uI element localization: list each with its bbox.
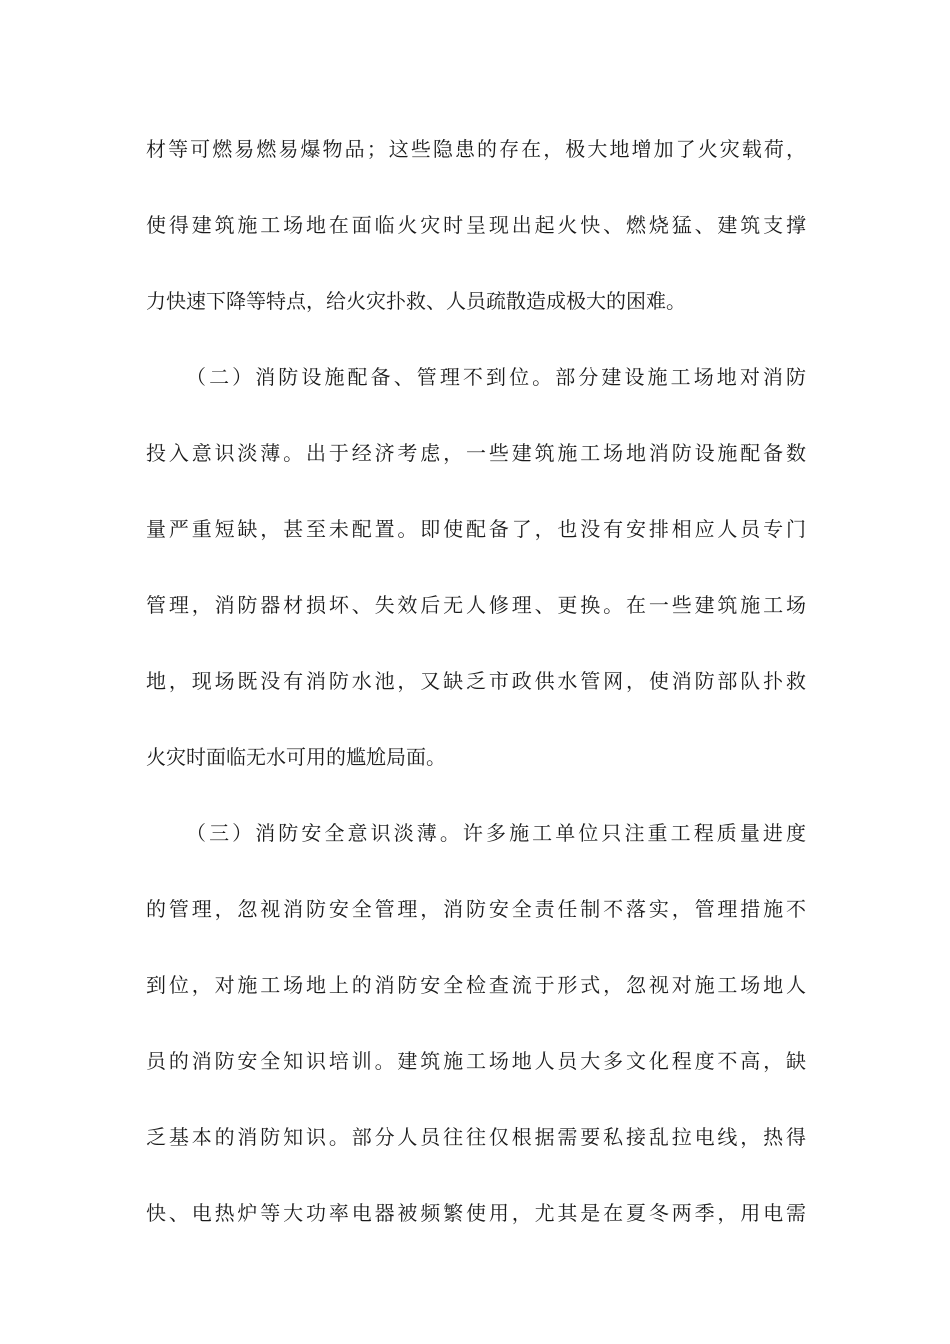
text-line: 的管理，忽视消防安全管理，消防安全责任制不落实，管理措施不 bbox=[146, 897, 806, 921]
text-line: 到位，对施工场地上的消防安全检查流于形式，忽视对施工场地人 bbox=[146, 973, 806, 997]
text-line: 使得建筑施工场地在面临火灾时呈现出起火快、燃烧猛、建筑支撑 bbox=[146, 213, 806, 237]
text-line: 材等可燃易燃易爆物品；这些隐患的存在，极大地增加了火灾载荷， bbox=[146, 137, 806, 161]
text-line: 快、电热炉等大功率电器被频繁使用，尤其是在夏冬两季，用电需 bbox=[146, 1201, 806, 1225]
text-line: 投入意识淡薄。出于经济考虑，一些建筑施工场地消防设施配备数 bbox=[146, 441, 806, 465]
text-line: 员的消防安全知识培训。建筑施工场地人员大多文化程度不高，缺 bbox=[146, 1049, 806, 1073]
section-heading-line: （二）消防设施配备、管理不到位。部分建设施工场地对消防 bbox=[186, 365, 806, 389]
text-line: 量严重短缺，甚至未配置。即使配备了，也没有安排相应人员专门 bbox=[146, 517, 806, 541]
text-line: 管理，消防器材损坏、失效后无人修理、更换。在一些建筑施工场 bbox=[146, 593, 806, 617]
text-line: 乏基本的消防知识。部分人员往往仅根据需要私接乱拉电线，热得 bbox=[146, 1125, 806, 1149]
text-line: 力快速下降等特点，给火灾扑救、人员疏散造成极大的困难。 bbox=[146, 289, 686, 313]
section-heading-line: （三）消防安全意识淡薄。许多施工单位只注重工程质量进度 bbox=[186, 821, 806, 845]
text-line: 火灾时面临无水可用的尴尬局面。 bbox=[146, 745, 446, 769]
text-line: 地，现场既没有消防水池，又缺乏市政供水管网，使消防部队扑救 bbox=[146, 669, 806, 693]
